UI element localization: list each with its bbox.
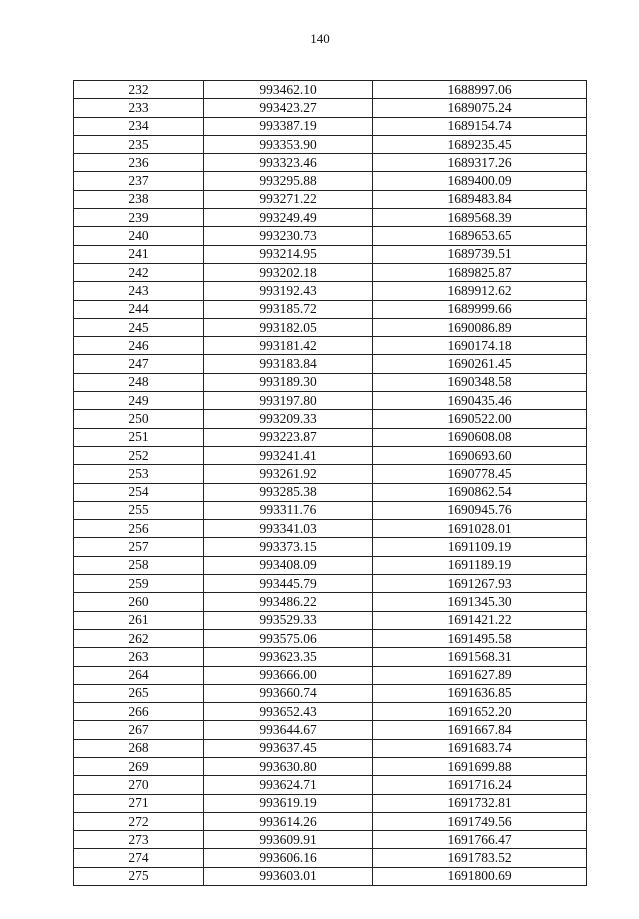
y-coordinate-cell: 1691749.56: [373, 812, 587, 830]
table-row: [74, 263, 587, 281]
x-coordinate-cell: 993630.80: [204, 757, 373, 775]
y-coordinate-cell: 1691267.93: [373, 575, 587, 593]
table-row: [74, 501, 587, 519]
x-coordinate-cell: 993619.19: [204, 794, 373, 812]
y-coordinate-cell: 1691716.24: [373, 776, 587, 794]
table-row: [74, 99, 587, 117]
y-coordinate-cell: 1690174.18: [373, 337, 587, 355]
point-number-cell: 240: [74, 227, 204, 245]
y-coordinate-cell: 1689825.87: [373, 263, 587, 281]
table-row: [74, 721, 587, 739]
point-number-cell: 261: [74, 611, 204, 629]
table-row: [74, 684, 587, 702]
x-coordinate-cell: 993285.38: [204, 483, 373, 501]
table-row: [74, 648, 587, 666]
table-row: [74, 245, 587, 263]
table-row: [74, 190, 587, 208]
y-coordinate-cell: 1691627.89: [373, 666, 587, 684]
y-coordinate-cell: 1691652.20: [373, 703, 587, 721]
point-number-cell: 252: [74, 446, 204, 464]
point-number-cell: 251: [74, 428, 204, 446]
y-coordinate-cell: 1690522.00: [373, 410, 587, 428]
table-row: [74, 867, 587, 885]
x-coordinate-cell: 993214.95: [204, 245, 373, 263]
y-coordinate-cell: 1689568.39: [373, 209, 587, 227]
y-coordinate-cell: 1691495.58: [373, 629, 587, 647]
point-number-cell: 256: [74, 520, 204, 538]
table-row: [74, 135, 587, 153]
point-number-cell: 248: [74, 373, 204, 391]
point-number-cell: 247: [74, 355, 204, 373]
table-row: [74, 355, 587, 373]
point-number-cell: 234: [74, 117, 204, 135]
x-coordinate-cell: 993241.41: [204, 446, 373, 464]
coordinates-table-body: [74, 81, 587, 886]
x-coordinate-cell: 993353.90: [204, 135, 373, 153]
x-coordinate-cell: 993295.88: [204, 172, 373, 190]
point-number-cell: 244: [74, 300, 204, 318]
x-coordinate-cell: 993261.92: [204, 465, 373, 483]
x-coordinate-cell: 993202.18: [204, 263, 373, 281]
table-row: [74, 410, 587, 428]
table-row: [74, 282, 587, 300]
y-coordinate-cell: 1689739.51: [373, 245, 587, 263]
y-coordinate-cell: 1689999.66: [373, 300, 587, 318]
point-number-cell: 235: [74, 135, 204, 153]
x-coordinate-cell: 993660.74: [204, 684, 373, 702]
y-coordinate-cell: 1689483.84: [373, 190, 587, 208]
table-row: [74, 556, 587, 574]
table-row: [74, 81, 587, 99]
y-coordinate-cell: 1691800.69: [373, 867, 587, 885]
y-coordinate-cell: 1691636.85: [373, 684, 587, 702]
y-coordinate-cell: 1689075.24: [373, 99, 587, 117]
x-coordinate-cell: 993644.67: [204, 721, 373, 739]
y-coordinate-cell: 1689154.74: [373, 117, 587, 135]
x-coordinate-cell: 993249.49: [204, 209, 373, 227]
y-coordinate-cell: 1691667.84: [373, 721, 587, 739]
y-coordinate-cell: 1691421.22: [373, 611, 587, 629]
table-row: [74, 831, 587, 849]
y-coordinate-cell: 1690862.54: [373, 483, 587, 501]
x-coordinate-cell: 993182.05: [204, 318, 373, 336]
x-coordinate-cell: 993387.19: [204, 117, 373, 135]
point-number-cell: 233: [74, 99, 204, 117]
point-number-cell: 236: [74, 154, 204, 172]
x-coordinate-cell: 993323.46: [204, 154, 373, 172]
x-coordinate-cell: 993609.91: [204, 831, 373, 849]
table-row: [74, 392, 587, 410]
table-row: [74, 483, 587, 501]
y-coordinate-cell: 1691783.52: [373, 849, 587, 867]
point-number-cell: 232: [74, 81, 204, 99]
x-coordinate-cell: 993603.01: [204, 867, 373, 885]
y-coordinate-cell: 1691699.88: [373, 757, 587, 775]
point-number-cell: 269: [74, 757, 204, 775]
coordinates-table: [73, 80, 587, 886]
point-number-cell: 267: [74, 721, 204, 739]
x-coordinate-cell: 993614.26: [204, 812, 373, 830]
point-number-cell: 254: [74, 483, 204, 501]
y-coordinate-cell: 1690945.76: [373, 501, 587, 519]
point-number-cell: 270: [74, 776, 204, 794]
y-coordinate-cell: 1691028.01: [373, 520, 587, 538]
x-coordinate-cell: 993529.33: [204, 611, 373, 629]
page-number: 140: [310, 31, 330, 46]
point-number-cell: 272: [74, 812, 204, 830]
x-coordinate-cell: 993197.80: [204, 392, 373, 410]
y-coordinate-cell: 1689400.09: [373, 172, 587, 190]
table-row: [74, 666, 587, 684]
table-row: [74, 776, 587, 794]
table-row: [74, 629, 587, 647]
x-coordinate-cell: 993373.15: [204, 538, 373, 556]
point-number-cell: 245: [74, 318, 204, 336]
y-coordinate-cell: 1690778.45: [373, 465, 587, 483]
point-number-cell: 255: [74, 501, 204, 519]
x-coordinate-cell: 993223.87: [204, 428, 373, 446]
table-row: [74, 172, 587, 190]
point-number-cell: 249: [74, 392, 204, 410]
x-coordinate-cell: 993181.42: [204, 337, 373, 355]
x-coordinate-cell: 993185.72: [204, 300, 373, 318]
x-coordinate-cell: 993230.73: [204, 227, 373, 245]
point-number-cell: 239: [74, 209, 204, 227]
point-number-cell: 262: [74, 629, 204, 647]
x-coordinate-cell: 993311.76: [204, 501, 373, 519]
x-coordinate-cell: 993189.30: [204, 373, 373, 391]
point-number-cell: 260: [74, 593, 204, 611]
table-row: [74, 593, 587, 611]
x-coordinate-cell: 993624.71: [204, 776, 373, 794]
x-coordinate-cell: 993209.33: [204, 410, 373, 428]
x-coordinate-cell: 993575.06: [204, 629, 373, 647]
y-coordinate-cell: 1690261.45: [373, 355, 587, 373]
y-coordinate-cell: 1691732.81: [373, 794, 587, 812]
point-number-cell: 253: [74, 465, 204, 483]
y-coordinate-cell: 1689235.45: [373, 135, 587, 153]
x-coordinate-cell: 993462.10: [204, 81, 373, 99]
point-number-cell: 243: [74, 282, 204, 300]
table-row: [74, 300, 587, 318]
table-row: [74, 117, 587, 135]
point-number-cell: 242: [74, 263, 204, 281]
x-coordinate-cell: 993652.43: [204, 703, 373, 721]
table-row: [74, 227, 587, 245]
table-row: [74, 575, 587, 593]
x-coordinate-cell: 993606.16: [204, 849, 373, 867]
point-number-cell: 273: [74, 831, 204, 849]
x-coordinate-cell: 993623.35: [204, 648, 373, 666]
y-coordinate-cell: 1691568.31: [373, 648, 587, 666]
table-row: [74, 812, 587, 830]
point-number-cell: 246: [74, 337, 204, 355]
point-number-cell: 266: [74, 703, 204, 721]
point-number-cell: 265: [74, 684, 204, 702]
point-number-cell: 257: [74, 538, 204, 556]
y-coordinate-cell: 1690608.08: [373, 428, 587, 446]
y-coordinate-cell: 1691766.47: [373, 831, 587, 849]
y-coordinate-cell: 1691683.74: [373, 739, 587, 757]
point-number-cell: 237: [74, 172, 204, 190]
table-row: [74, 538, 587, 556]
table-row: [74, 739, 587, 757]
x-coordinate-cell: 993408.09: [204, 556, 373, 574]
x-coordinate-cell: 993183.84: [204, 355, 373, 373]
table-row: [74, 465, 587, 483]
table-row: [74, 849, 587, 867]
point-number-cell: 274: [74, 849, 204, 867]
table-row: [74, 318, 587, 336]
table-row: [74, 154, 587, 172]
y-coordinate-cell: 1690693.60: [373, 446, 587, 464]
x-coordinate-cell: 993445.79: [204, 575, 373, 593]
table-row: [74, 794, 587, 812]
x-coordinate-cell: 993192.43: [204, 282, 373, 300]
table-row: [74, 446, 587, 464]
y-coordinate-cell: 1691189.19: [373, 556, 587, 574]
y-coordinate-cell: 1688997.06: [373, 81, 587, 99]
x-coordinate-cell: 993423.27: [204, 99, 373, 117]
table-row: [74, 373, 587, 391]
point-number-cell: 268: [74, 739, 204, 757]
table-row: [74, 703, 587, 721]
table-row: [74, 520, 587, 538]
y-coordinate-cell: 1691345.30: [373, 593, 587, 611]
x-coordinate-cell: 993486.22: [204, 593, 373, 611]
y-coordinate-cell: 1690348.58: [373, 373, 587, 391]
point-number-cell: 259: [74, 575, 204, 593]
point-number-cell: 250: [74, 410, 204, 428]
point-number-cell: 241: [74, 245, 204, 263]
x-coordinate-cell: 993341.03: [204, 520, 373, 538]
point-number-cell: 264: [74, 666, 204, 684]
y-coordinate-cell: 1690435.46: [373, 392, 587, 410]
table-row: [74, 611, 587, 629]
x-coordinate-cell: 993271.22: [204, 190, 373, 208]
table-row: [74, 337, 587, 355]
point-number-cell: 263: [74, 648, 204, 666]
point-number-cell: 258: [74, 556, 204, 574]
point-number-cell: 238: [74, 190, 204, 208]
table-row: [74, 428, 587, 446]
table-row: [74, 209, 587, 227]
table-row: [74, 757, 587, 775]
y-coordinate-cell: 1689317.26: [373, 154, 587, 172]
x-coordinate-cell: 993637.45: [204, 739, 373, 757]
x-coordinate-cell: 993666.00: [204, 666, 373, 684]
point-number-cell: 275: [74, 867, 204, 885]
point-number-cell: 271: [74, 794, 204, 812]
y-coordinate-cell: 1689912.62: [373, 282, 587, 300]
y-coordinate-cell: 1690086.89: [373, 318, 587, 336]
y-coordinate-cell: 1689653.65: [373, 227, 587, 245]
y-coordinate-cell: 1691109.19: [373, 538, 587, 556]
